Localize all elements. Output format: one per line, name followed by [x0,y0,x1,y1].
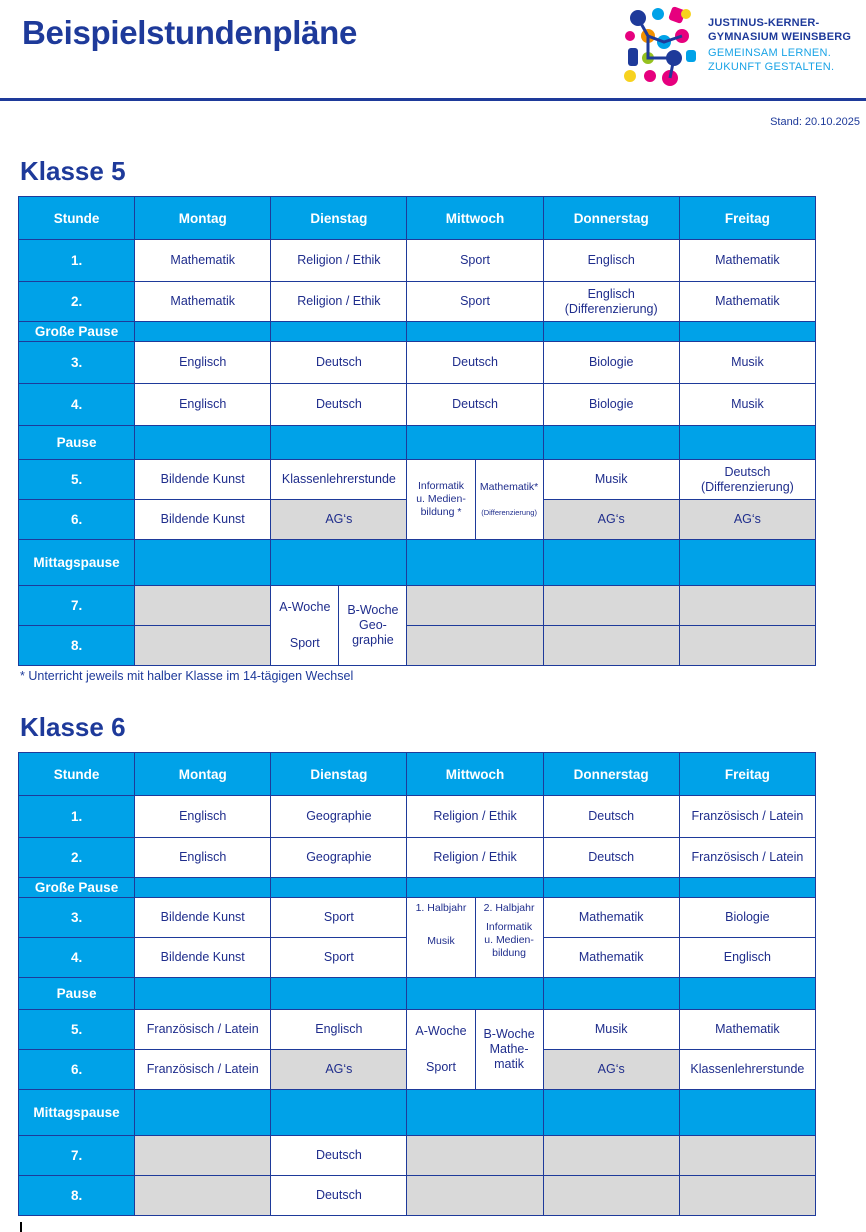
header-divider [0,98,866,101]
lesson-line: 2. Halbjahr [483,902,535,914]
logo-name-line1: JUSTINUS-KERNER- [708,17,820,29]
class5-row-7 [19,586,816,626]
class6-pause-row [19,978,816,1010]
lesson-line: bildung * [420,506,462,518]
lesson-cell: Mathematik [679,282,815,322]
class6-mittagspause-row [19,1090,816,1136]
lesson-line: u. Medien- [416,493,466,505]
logo-slogan-line2: ZUKUNFT GESTALTEN. [708,61,835,73]
header-mittwoch: Mittwoch [407,753,543,796]
lesson-line: 1. Halbjahr [415,902,467,914]
lesson-cell: Englisch [679,938,815,978]
class6-row-8 [19,1176,816,1216]
school-logo [620,6,860,88]
empty-cell [679,586,815,626]
lesson-cell: Französisch / Latein [679,838,815,878]
lesson-cell: Mathematik [543,938,679,978]
lesson-line: Informatik [417,480,465,492]
logo-school-name [708,16,851,44]
class6-row-2 [19,838,816,878]
lesson-cell: Geographie [271,838,407,878]
lesson-cell: Mathematik [679,240,815,282]
lesson-cell: Bildende Kunst [135,938,271,978]
lesson-cell: Französisch / Latein [679,796,815,838]
lesson-line: (Differenzierung) [564,301,658,316]
lesson-cell-halbjahr2 [475,898,543,978]
class5-row-4 [19,384,816,426]
lesson-line: B-Woche [347,603,399,617]
class5-row-1 [19,240,816,282]
lesson-cell-a-woche [271,586,339,666]
lesson-line: B-Woche [483,1027,535,1041]
lesson-cell-mathematik-diff [475,460,543,540]
class6-header-row [19,753,816,796]
class5-row-5 [19,460,816,500]
logo-slogan-line1: GEMEINSAM LERNEN. [708,47,832,59]
lesson-cell: Deutsch [271,342,407,384]
empty-cell [407,626,543,666]
period-label: 6. [19,1050,135,1090]
lesson-line: Sport [289,636,320,650]
lesson-cell: Deutsch [543,838,679,878]
logo-mark-icon [620,6,702,88]
empty-cell [407,1176,543,1216]
break-label: Mittagspause [19,540,135,586]
class6-row-3 [19,898,816,938]
lesson-line: bildung [492,947,526,959]
period-label: 1. [19,240,135,282]
class6-row-5 [19,1010,816,1050]
logo-name-line2: GYMNASIUM WEINSBERG [708,31,852,43]
lesson-cell: AG‘s [543,1050,679,1090]
lesson-cell: Deutsch [271,1136,407,1176]
lesson-cell: Englisch [543,240,679,282]
empty-cell [407,1136,543,1176]
header-donnerstag: Donnerstag [543,753,679,796]
class5-grosse-pause-row [19,322,816,342]
empty-cell [543,586,679,626]
period-label: 8. [19,1176,135,1216]
lesson-cell: Musik [543,1010,679,1050]
class5-row-8 [19,626,816,666]
empty-cell [135,626,271,666]
lesson-cell: Sport [271,938,407,978]
empty-cell [679,1176,815,1216]
class6-row-7 [19,1136,816,1176]
class5-pause-row [19,426,816,460]
lesson-line: (Differenzierung) [700,479,794,494]
period-label: 8. [19,626,135,666]
empty-cell [679,626,815,666]
period-label: 4. [19,938,135,978]
period-label: 6. [19,500,135,540]
period-label: 5. [19,1010,135,1050]
lesson-line: Musik [427,935,455,947]
lesson-cell: AG‘s [679,500,815,540]
lesson-cell: Bildende Kunst [135,898,271,938]
lesson-cell: Mathematik [135,282,271,322]
empty-cell [543,1176,679,1216]
header-montag: Montag [135,197,271,240]
lesson-cell: Mathematik [543,898,679,938]
logo-slogan [708,46,834,74]
stand-date: Stand: 20.10.2025 [770,116,860,128]
class5-row-2 [19,282,816,322]
class6-heading: Klasse 6 [20,712,126,742]
lesson-cell-a-woche [407,1010,475,1090]
period-label: 2. [19,838,135,878]
lesson-line: Informatik [486,921,533,933]
lesson-cell [679,460,815,500]
lesson-cell: Klassenlehrerstunde [271,460,407,500]
period-label: 5. [19,460,135,500]
break-label: Pause [19,978,135,1010]
empty-cell [543,626,679,666]
lesson-cell: Biologie [543,342,679,384]
lesson-cell: AG‘s [271,1050,407,1090]
class6-timetable [18,752,816,1216]
break-label: Große Pause [19,878,135,898]
empty-cell [135,1136,271,1176]
header-stunde: Stunde [19,753,135,796]
lesson-cell: Englisch [135,342,271,384]
class5-heading: Klasse 5 [20,156,126,186]
lesson-cell: Sport [407,240,543,282]
lesson-cell: Deutsch [407,384,543,426]
lesson-cell: Deutsch [543,796,679,838]
lesson-line: Englisch [587,286,635,301]
lesson-line: Geo- [359,618,387,632]
lesson-cell: Deutsch [271,384,407,426]
lesson-cell: Mathematik [679,1010,815,1050]
break-label: Mittagspause [19,1090,135,1136]
period-label: 4. [19,384,135,426]
lesson-cell-b-woche [475,1010,543,1090]
break-label: Große Pause [19,322,135,342]
lesson-cell: Englisch [135,384,271,426]
lesson-cell: Religion / Ethik [407,838,543,878]
lesson-cell: Religion / Ethik [271,240,407,282]
lesson-cell: Französisch / Latein [135,1050,271,1090]
lesson-cell: Geographie [271,796,407,838]
lesson-cell: Bildende Kunst [135,500,271,540]
lesson-cell-informatik [407,460,475,540]
break-label: Pause [19,426,135,460]
lesson-line: A-Woche [415,1024,467,1038]
page-title: Beispielstundenpläne [22,14,358,51]
period-label: 7. [19,586,135,626]
lesson-cell: Sport [407,282,543,322]
period-label: 7. [19,1136,135,1176]
empty-cell [407,586,543,626]
empty-cell [679,1136,815,1176]
lesson-cell: Religion / Ethik [271,282,407,322]
empty-cell [135,586,271,626]
lesson-cell-b-woche [339,586,407,666]
period-label: 2. [19,282,135,322]
lesson-cell [543,282,679,322]
lesson-cell: Biologie [543,384,679,426]
class5-mittagspause-row [19,540,816,586]
lesson-line: matik [494,1057,524,1071]
lesson-line: u. Medien- [484,934,534,946]
header-mittwoch: Mittwoch [407,197,543,240]
class5-row-3 [19,342,816,384]
header-dienstag: Dienstag [271,753,407,796]
lesson-line: Mathe- [489,1042,529,1056]
lesson-cell: Musik [679,384,815,426]
period-label: 3. [19,898,135,938]
lesson-cell: Biologie [679,898,815,938]
period-label: 3. [19,342,135,384]
class5-footnote: * Unterricht jeweils mit halber Klasse im 14-tägigen Wechsel [20,669,354,683]
lesson-line: Mathematik* [479,480,539,493]
header-freitag: Freitag [679,197,815,240]
header-dienstag: Dienstag [271,197,407,240]
lesson-cell: Deutsch [271,1176,407,1216]
lesson-cell: Mathematik [135,240,271,282]
lesson-cell: Englisch [135,838,271,878]
lesson-cell: Musik [543,460,679,500]
lesson-cell: Musik [679,342,815,384]
lesson-line: Deutsch [724,464,771,479]
class5-header-row [19,197,816,240]
period-label: 1. [19,796,135,838]
header-freitag: Freitag [679,753,815,796]
lesson-line: A-Woche [279,600,331,614]
page-edge-mark [20,1222,22,1232]
lesson-line: (Differenzierung) [481,507,537,517]
class6-row-1 [19,796,816,838]
lesson-cell: Deutsch [407,342,543,384]
header-montag: Montag [135,753,271,796]
lesson-cell: Religion / Ethik [407,796,543,838]
lesson-cell-halbjahr1 [407,898,475,978]
lesson-cell: Bildende Kunst [135,460,271,500]
lesson-line: Sport [426,1060,456,1074]
empty-cell [543,1136,679,1176]
lesson-cell: AG‘s [271,500,407,540]
lesson-line: graphie [352,633,394,647]
lesson-cell: Sport [271,898,407,938]
class6-grosse-pause-row [19,878,816,898]
empty-cell [135,1176,271,1216]
lesson-cell: Englisch [271,1010,407,1050]
lesson-cell: Englisch [135,796,271,838]
header-donnerstag: Donnerstag [543,197,679,240]
lesson-cell: AG‘s [543,500,679,540]
lesson-cell: Klassenlehrerstunde [679,1050,815,1090]
lesson-cell: Französisch / Latein [135,1010,271,1050]
class5-timetable [18,196,816,666]
header-stunde: Stunde [19,197,135,240]
